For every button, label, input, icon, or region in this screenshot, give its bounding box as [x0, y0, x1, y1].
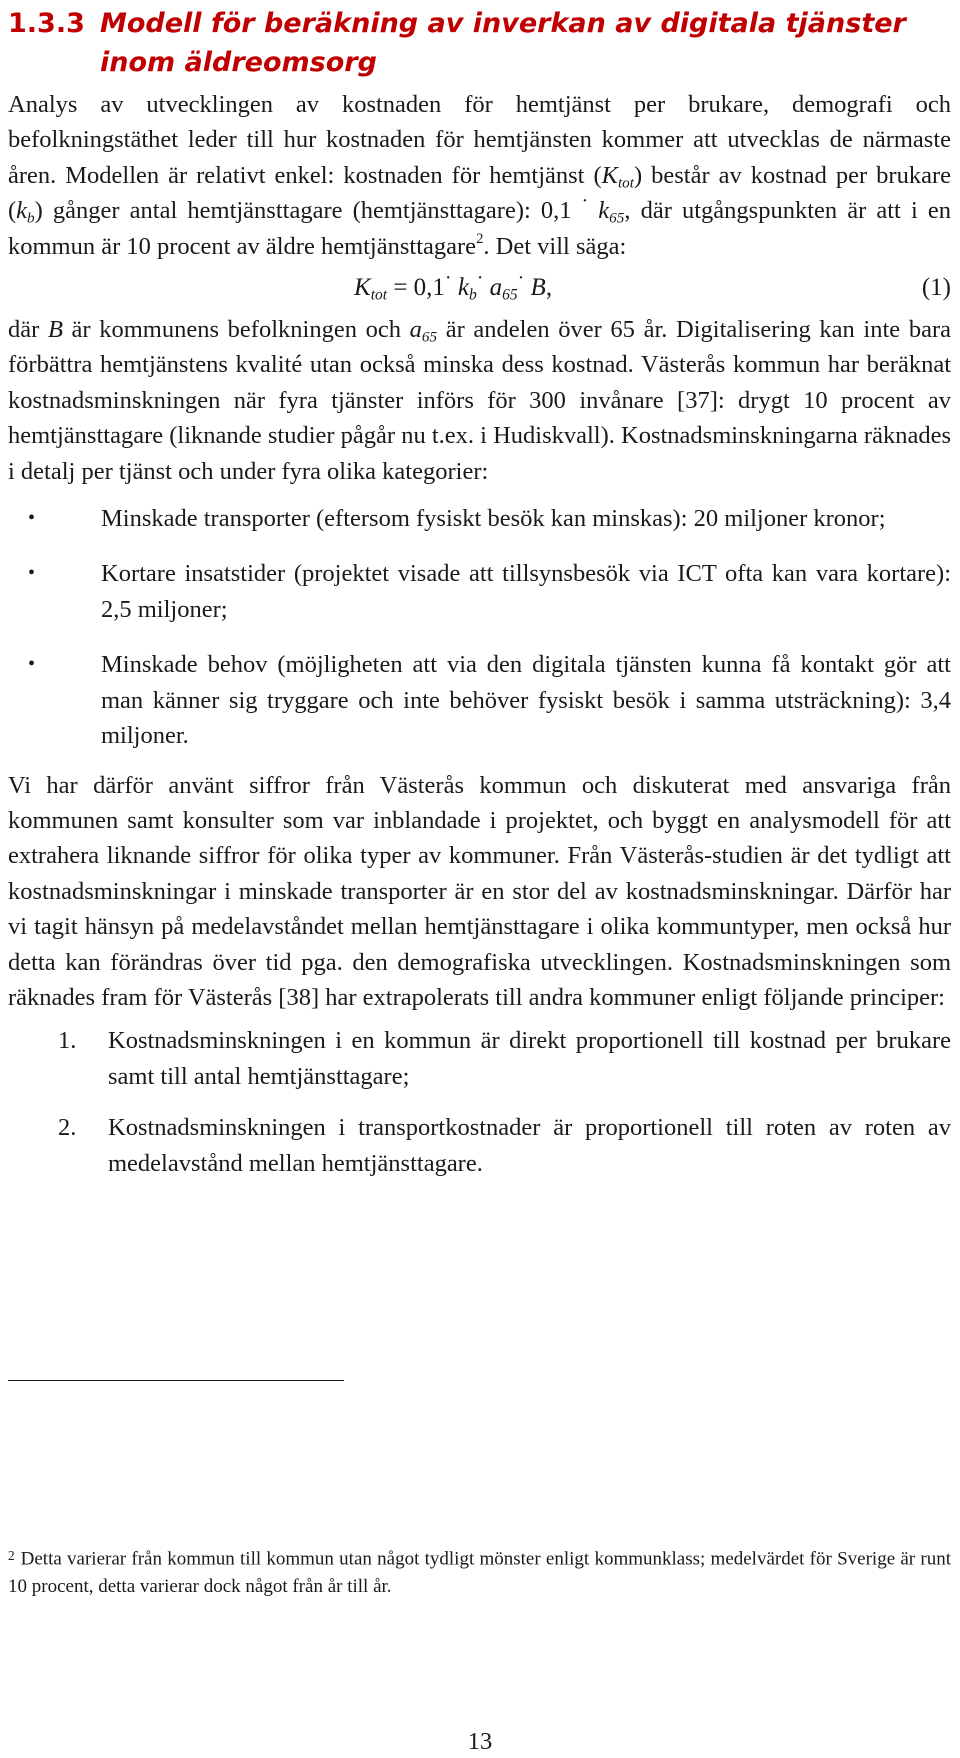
text-run: Analys av utvecklingen av kostnaden för hemtjänst per brukare, demografi och befolkningstäthet leder till hur kostnaden för hemtjänsten kommer att utvecklas de närmaste åren. Modellen är relativt enkel: kostnaden för hemtjänst ( — [8, 91, 951, 189]
text-run: ) gånger antal hemtjänsttagare (hemtjänsttagare): 0,1 — [34, 197, 582, 225]
list-number: 2. — [58, 1114, 77, 1142]
var-k-65: $k_{65}$ — [598, 197, 625, 227]
equation-expression: $K_{tot} = 0,1^\cdot$ $k_b^\cdot$ $a_{65}^\cdot$ B, — [354, 267, 553, 304]
footnote-text: Detta varierar från kommun till kommun utan något tydligt mönster enligt kommunklass; medelvärdet för Sverige är runt 10 procent, detta varierar dock något från år till år. — [8, 1548, 951, 1597]
footnote-separator — [8, 1380, 344, 1381]
section-heading — [8, 0, 951, 82]
var-a-65: $a_{65}$ — [409, 316, 438, 346]
footnote — [8, 1542, 951, 1600]
paragraph-intro — [8, 87, 951, 264]
list-item: 1. Kostnadsminskningen i en kommun är direkt proportionell till kostnad per brukare samt till antal hemtjänsttagare; — [8, 1023, 951, 1094]
footnote-reference[interactable]: 2 — [476, 230, 484, 247]
paragraph-method: Vi har därför använt siffror från Västerås kommun och diskuterat med ansvariga från kommunen samt konsulter som var inblandade i projektet, och byggt en analysmodell för att extrahera liknande siffror för olika typer av kommuner. Från Västerås-studien är det tydligt att kostnadsminskningar i minskade transporter är en stor del av kostnadsminskningar. Därför har vi tagit hänsyn på medelavståndet mellan hemtjänsttagare i olika kommuntyper, men också hur detta kan förändras över tid pga. den demografiska utvecklingen. Kostnadsminskningen som räknades fram för Västerås [38] har extrapolerats till andra kommuner enligt följande principer: — [8, 771, 951, 1011]
list-item: • Kortare insatstider (projektet visade att tillsynsbesök via ICT ofta kan vara kortare): 2,5 miljoner; — [8, 556, 951, 627]
bullet-icon: • — [28, 562, 36, 585]
bullet-icon: • — [28, 653, 36, 676]
var-k-b: $k_b$ — [16, 197, 35, 227]
footnote-mark: 2 — [8, 1548, 15, 1563]
equation-number: (1) — [921, 274, 951, 302]
text-run: , där utgångspunkten är att i en kommun är 10 procent av äldre hemtjänsttagare — [8, 197, 951, 260]
section-title: Modell för beräkning av inverkan av digitala tjänster inom äldreomsorg — [100, 8, 906, 78]
text-run: . Det vill säga: — [483, 232, 627, 260]
text-run: ) består av kostnad per brukare ( — [8, 161, 951, 225]
page-number: 13 — [467, 1728, 493, 1755]
cost-category-list — [8, 501, 951, 753]
equation-1 — [8, 264, 951, 312]
principles-list — [8, 1023, 951, 1181]
list-item: • Minskade behov (möjligheten att via den digitala tjänsten kunna få kontakt gör att man känner sig tryggare och inte behöver fysiskt besök i samma utsträckning): 3,4 miljoner. — [8, 647, 951, 753]
multiplication-dot: · — [581, 191, 589, 213]
var-k-tot: $K_{tot}$ — [601, 161, 634, 192]
section-number: 1.3.3 — [8, 8, 85, 39]
list-item: • Minskade transporter (eftersom fysiskt besök kan minskas): 20 miljoner kronor; — [8, 501, 951, 536]
bullet-icon: • — [28, 507, 36, 530]
var-b: B — [47, 316, 63, 344]
paragraph-digitalisation: där B är kommunens befolkningen och $a_{65}$ är andelen över 65 år. Digitalisering kan inte bara förbättra hemtjänstens kvalité utan också minska dess kostnad. Västerås kommun har beräknat kostnadsminskningen när fyra tjänster införs för 300 invånare [37]: drygt 10 procent av hemtjänsttagare (liknande studier pågår nu t.ex. i Hudiskvall). Kostnadsminskningarna räknades i detalj per tjänst och under fyra olika kategorier: — [8, 316, 951, 485]
list-number: 1. — [58, 1027, 77, 1055]
list-item: 2. Kostnadsminskningen i transportkostnader är proportionell till roten av roten av medelavstånd mellan hemtjänsttagare. — [8, 1110, 951, 1181]
